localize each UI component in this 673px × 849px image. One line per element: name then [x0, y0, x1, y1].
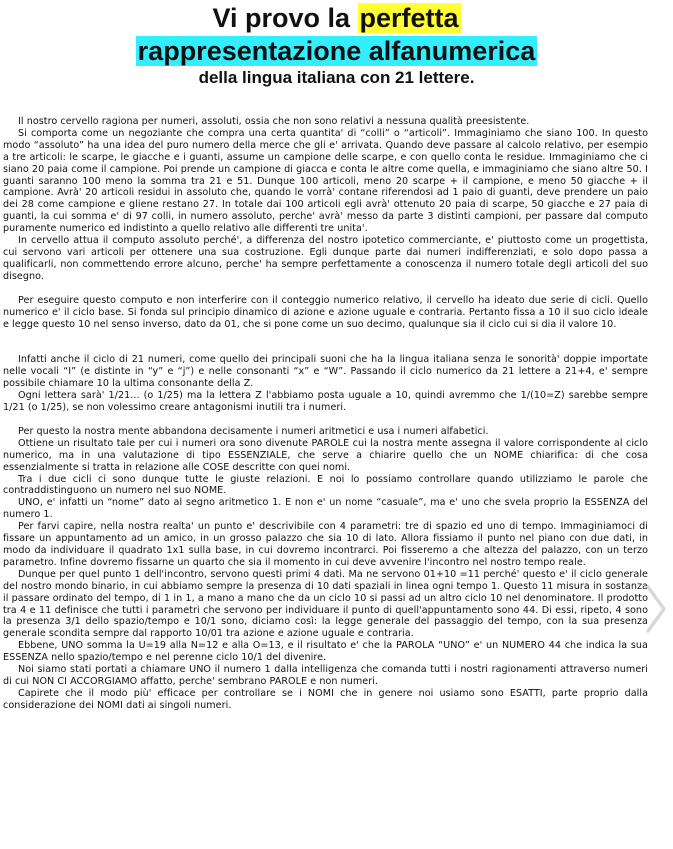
paragraph: UNO, e' infatti un “nome” dato al segno aritmetico 1. E non e' un nome “casuale”, ma e' uno che svela proprio la ESSENZA del numero 1.	[3, 497, 648, 521]
paragraph: Il nostro cervello ragiona per numeri, assoluti, ossia che non sono relativi a nessuna qualità preesistente.	[18, 116, 530, 127]
paragraph: Per questo la nostra mente abbandona decisamente i numeri aritmetici e usa i numeri alfabetici.	[18, 425, 489, 437]
paragraph: In cervello attua il computo assoluto perché', a differenza del nostro ipotetico commerciante, e' piuttosto come un progettista, cui servono vari articoli per ottenere una sua costruzione. Egli dunque parte dai numeri indifferenziati, e solo dopo passa a qualificarli, non commettendo errore alcuno, perche' ha sempre perfettamente a conoscenza il numero totale degli articoli del suo disegno.	[3, 235, 648, 282]
spacer	[3, 283, 648, 295]
paragraph: Dunque per quel punto 1 dell'incontro, servono questi primi 4 dati. Ma ne servono 01+10 =11 perché' questo e' il ciclo generale del nostro mondo binario, in cui abbiamo sempre la presenza di 10 dati spaziali in linea ogni tempo 1. Questo 11 misura in sostanza il passare ordinato del tempo, di 1 in 1, a mano a mano che da un ciclo 10 si passi ad un altro ciclo 10 nel denominatore. Il prodotto tra 4 e 11 definisce che tutti i parametri che servono per individuare il punto di quell'appuntamento sono 44. Di essi, ripeto, 4 sono la presenza 3/1 dello spazio/tempo e 10/1 sono, diciamo così: la legge generale del passaggio del tempo, con la sua presenza generale scondita sempre dal rapporto 10/01 tra azione e azione uguale e contraria.	[3, 568, 648, 640]
article-body	[3, 116, 648, 712]
title-highlight-yellow: perfetta	[359, 3, 459, 33]
page-title-line1	[0, 2, 673, 34]
paragraph: Per eseguire questo computo e non interferire con il conteggio numerico relativo, il cervello ha ideato due serie di cicli. Quello numerico e' il ciclo base. Si fonda sul principio dinamico di azione e azione uguale e contraria. Pertanto fissa a 10 il suo ciclo ideale e legge questo 10 nel senso inverso, dato da 01, che si pone come un suo decimo, qualunque sia il ciclo cui si dia il valore 10.	[3, 294, 648, 330]
paragraph: Capirete che il modo più' efficace per controllare se i NOMI che in genere noi usiamo sono ESATTI, parte proprio dalla considerazione dei NOMI dati ai singoli numeri.	[3, 687, 648, 711]
paragraph: Infatti anche il ciclo di 21 numeri, come quello dei principali suoni che ha la lingua italiana senza le sonorità' doppie importate nelle vocali “I” (e distinte in “y” e “j”) e nelle consonanti “x” e “W”. Passando il ciclo numerico da 21 lettere a 21+4, e' sempre possibile chiamare 10 la ultima consonante della Z.	[3, 354, 648, 390]
paragraph: Si comporta come un negoziante che compra una certa quantita' di “colli” o “articoli”. Immaginiamo che siano 100. In questo modo “assoluto” ha una idea del puro numero della merce che gli e' arrivata. Quando deve passare al calcolo relativo, per esempio a tre articoli: le scarpe, le giacche e i guanti, assume un campione delle scarpe, e con quello conta le residue. Immaginiamo che ci siano 20 paia come il campione. Poi prende un campione di giacca e conta le altre come quella, e immaginiamo che siano altre 50. I guanti saranno 100 meno la somma tra 21 e 51. Dunque 100 articoli, meno 20 scarpe + il campione, e meno 50 giacche + il campione. Avrà' 20 articoli residui in assoluto che, quando le vorrà' contane riferendosi ad 1 paio di guanti, deve prendere un paio dei 28 come campione e gliene restano 27. In totale dai 100 articoli egli avrà' ottenuto 20 paia di scarpe, 50 giacche e 27 paia di guanti, la cui somma e' di 97 colli, in numero assoluto, perche' avrà' messo da parte 3 distinti campioni, per passare dal computo puramente numerico ed indistinto a quello relativo alle differenti tre unita'.	[3, 127, 648, 235]
paragraph: Ebbene, UNO somma la U=19 alla N=12 e alla O=13, e il risultato e' che la PAROLA “UNO” e' un NUMERO 44 che indica la sua ESSENZA nello spazio/tempo e nel perenne ciclo 10/1 del divenire.	[3, 640, 648, 664]
next-page-button[interactable]	[643, 583, 669, 635]
spacer	[3, 414, 648, 426]
paragraph: Ottiene un risultato tale per cui i numeri ora sono divenute PAROLE cui la nostra mente assegna il valore corrispondente al ciclo numerico, ma in una valutazione di tipo ESSENZIALE, che serve a chiarire quello che un NOME chiarifica: di che cosa essenzialmente si tratta in relazione alle COSE descritte con quei nomi.	[3, 437, 648, 473]
page-title-line2	[0, 35, 673, 67]
paragraph: Ogni lettera sarà' 1/21... (o 1/25) ma la lettera Z l'abbiamo posta uguale a 10, quindi avremmo che 1/(10=Z) sarebbe sempre 1/21 (o 1/25), se non volessimo creare antagonismi inutili tra i numeri.	[3, 390, 648, 414]
title-plain-text: Vi provo la	[212, 3, 358, 33]
page-subtitle: della lingua italiana con 21 lettere.	[198, 68, 475, 87]
paragraph: Tra i due cicli ci sono dunque tutte le giuste relazioni. E noi lo possiamo controllare quando utilizziamo le parole che contraddistinguono un numero nel suo NOME.	[3, 473, 648, 497]
paragraph: Noi siamo stati portati a chiamare UNO il numero 1 dalla intelligenza che comanda tutti i nostri ragionamenti attraverso numeri di cui NON CI ACCORGIAMO affatto, perche' sembrano PAROLE e non numeri.	[3, 664, 648, 687]
chevron-right-icon	[643, 583, 669, 635]
spacer	[3, 330, 648, 354]
title-highlight-cyan: rappresentazione alfanumerica	[137, 36, 536, 66]
paragraph: Per farvi capire, nella nostra realta' un punto e' descrivibile con 4 parametri: tre di spazio ed uno di tempo. Immaginiamoci di fissare un appuntamento ad un amico, in un grosso palazzo che sia 10 di lato. Allora fissiamo il punto nel piano con due dati, in modo da individuare il quadrato 1x1 sulla base, in cui dovremo incontrarci. Poi fisseremo a che altezza del palazzo, con un terzo parametro. Infine dovremo fissarne un quarto che sia il momento in cui deve avvenire l'incontro nel nostro tempo reale.	[3, 521, 648, 568]
